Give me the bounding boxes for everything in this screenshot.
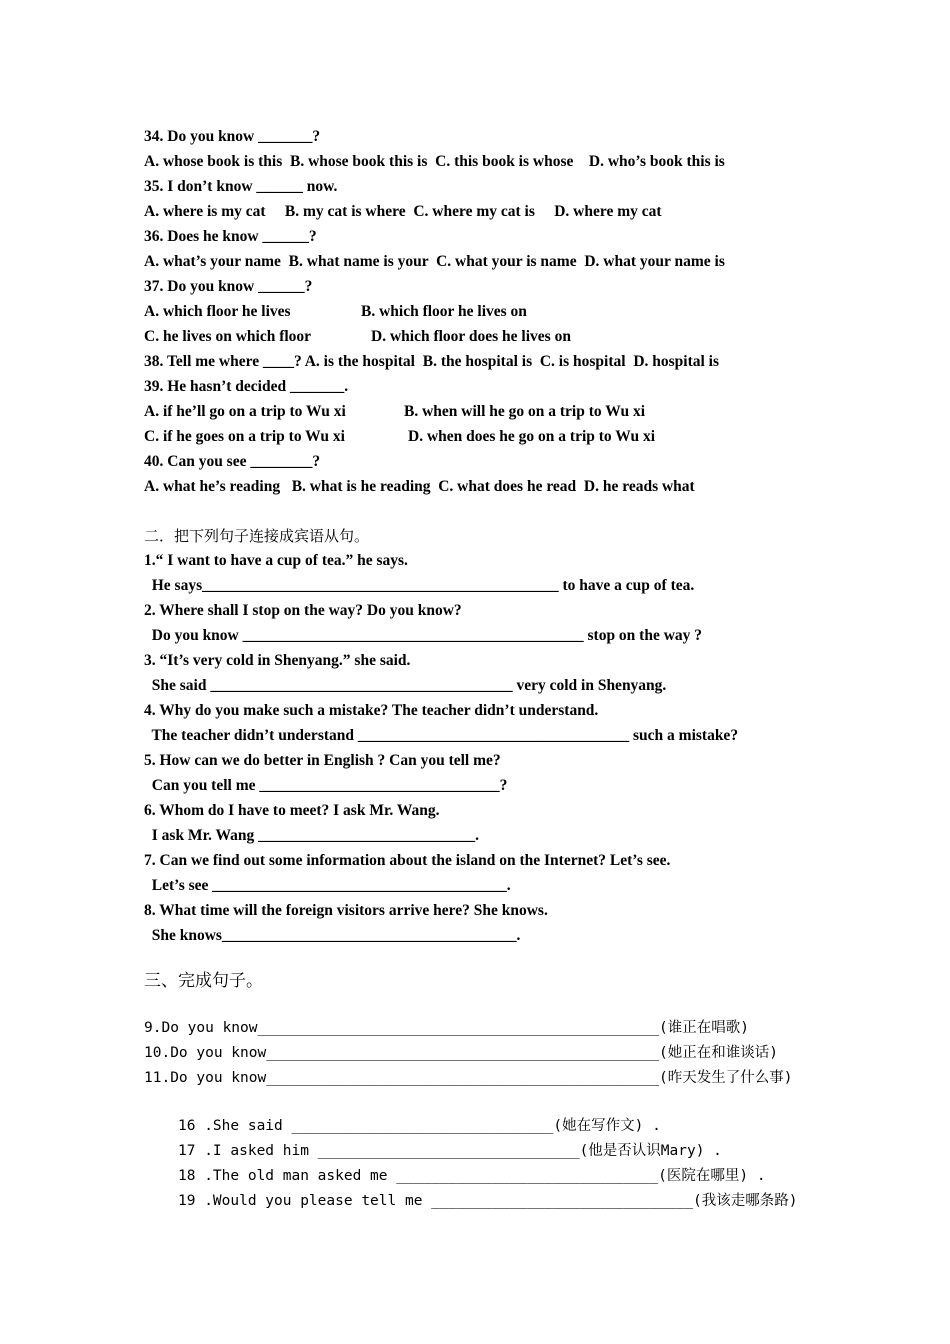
s3-item-18: 18 .The old man asked me ______________________________(医院在哪里) . [178, 1168, 766, 1184]
question-39-option-c: C. if he goes on a trip to Wu xi [144, 428, 345, 445]
question-37-option-c: C. he lives on which floor [144, 328, 312, 345]
s3-item-16: 16 .She said ______________________________(她在写作文) . [178, 1118, 661, 1134]
s2-item-5: 5. How can we do better in English ? Can you tell me? [144, 752, 501, 769]
question-35-options: A. where is my cat B. my cat is where C. where my cat is D. where my cat [144, 203, 662, 220]
question-39: 39. He hasn’t decided _______. [144, 378, 349, 395]
s2-item-3: 3. “It’s very cold in Shenyang.” she said. [144, 652, 411, 669]
question-39-option-a: A. if he’ll go on a trip to Wu xi [144, 403, 346, 420]
question-36: 36. Does he know ______? [144, 228, 317, 245]
s2-item-2-answer: Do you know ____________________________________________ stop on the way ? [144, 627, 703, 644]
s3-item-19: 19 .Would you please tell me ______________________________(我该走哪条路) [178, 1193, 798, 1209]
question-37-option-d: D. which floor does he lives on [371, 328, 571, 345]
question-39-option-b: B. when will he go on a trip to Wu xi [404, 403, 646, 420]
question-37-option-b: B. which floor he lives on [361, 303, 527, 320]
s2-item-8-answer: She knows______________________________________. [144, 927, 521, 944]
s3-item-10: 10.Do you know_____________________________________________(她正在和谁谈话) [144, 1045, 779, 1061]
s2-item-7: 7. Can we find out some information about the island on the Internet? Let’s see. [144, 852, 671, 869]
s2-item-3-answer: She said _______________________________________ very cold in Shenyang. [144, 677, 667, 694]
question-40: 40. Can you see ________? [144, 453, 321, 470]
question-34-options: A. whose book is this B. whose book this is C. this book is whose D. who’s book this is [144, 153, 725, 170]
s3-item-9: 9.Do you know______________________________________________(谁正在唱歌) [144, 1020, 750, 1036]
s2-item-8: 8. What time will the foreign visitors arrive here? She knows. [144, 902, 548, 919]
s3-item-11: 11.Do you know_____________________________________________(昨天发生了什么事) [144, 1070, 793, 1086]
s2-item-5-answer: Can you tell me _______________________________? [144, 777, 508, 794]
s2-item-7-answer: Let’s see ______________________________________. [144, 877, 511, 894]
question-37: 37. Do you know ______? [144, 278, 313, 295]
s2-item-6: 6. Whom do I have to meet? I ask Mr. Wang. [144, 802, 440, 819]
question-34: 34. Do you know _______? [144, 128, 321, 145]
section-3-heading: 三、完成句子。 [144, 971, 263, 991]
s3-item-17: 17 .I asked him ______________________________(他是否认识Mary) . [178, 1143, 722, 1159]
s2-item-1-answer: He says______________________________________________ to have a cup of tea. [144, 577, 695, 594]
question-36-options: A. what’s your name B. what name is your C. what your is name D. what your name is [144, 253, 725, 270]
question-35: 35. I don’t know ______ now. [144, 178, 338, 195]
s2-item-4-answer: The teacher didn’t understand ___________________________________ such a mistake? [144, 727, 739, 744]
section-2-heading: 二．把下列句子连接成宾语从句。 [144, 527, 370, 545]
s2-item-2: 2. Where shall I stop on the way? Do you know? [144, 602, 462, 619]
question-38: 38. Tell me where ____? A. is the hospital B. the hospital is C. is hospital D. hospital is [144, 353, 720, 370]
question-37-option-a: A. which floor he lives [144, 303, 291, 320]
question-39-option-d: D. when does he go on a trip to Wu xi [408, 428, 656, 445]
s2-item-4: 4. Why do you make such a mistake? The teacher didn’t understand. [144, 702, 599, 719]
s2-item-6-answer: I ask Mr. Wang ____________________________. [144, 827, 480, 844]
question-40-options: A. what he’s reading B. what is he reading C. what does he read D. he reads what [144, 478, 695, 495]
s2-item-1: 1.“ I want to have a cup of tea.” he says. [144, 552, 408, 569]
